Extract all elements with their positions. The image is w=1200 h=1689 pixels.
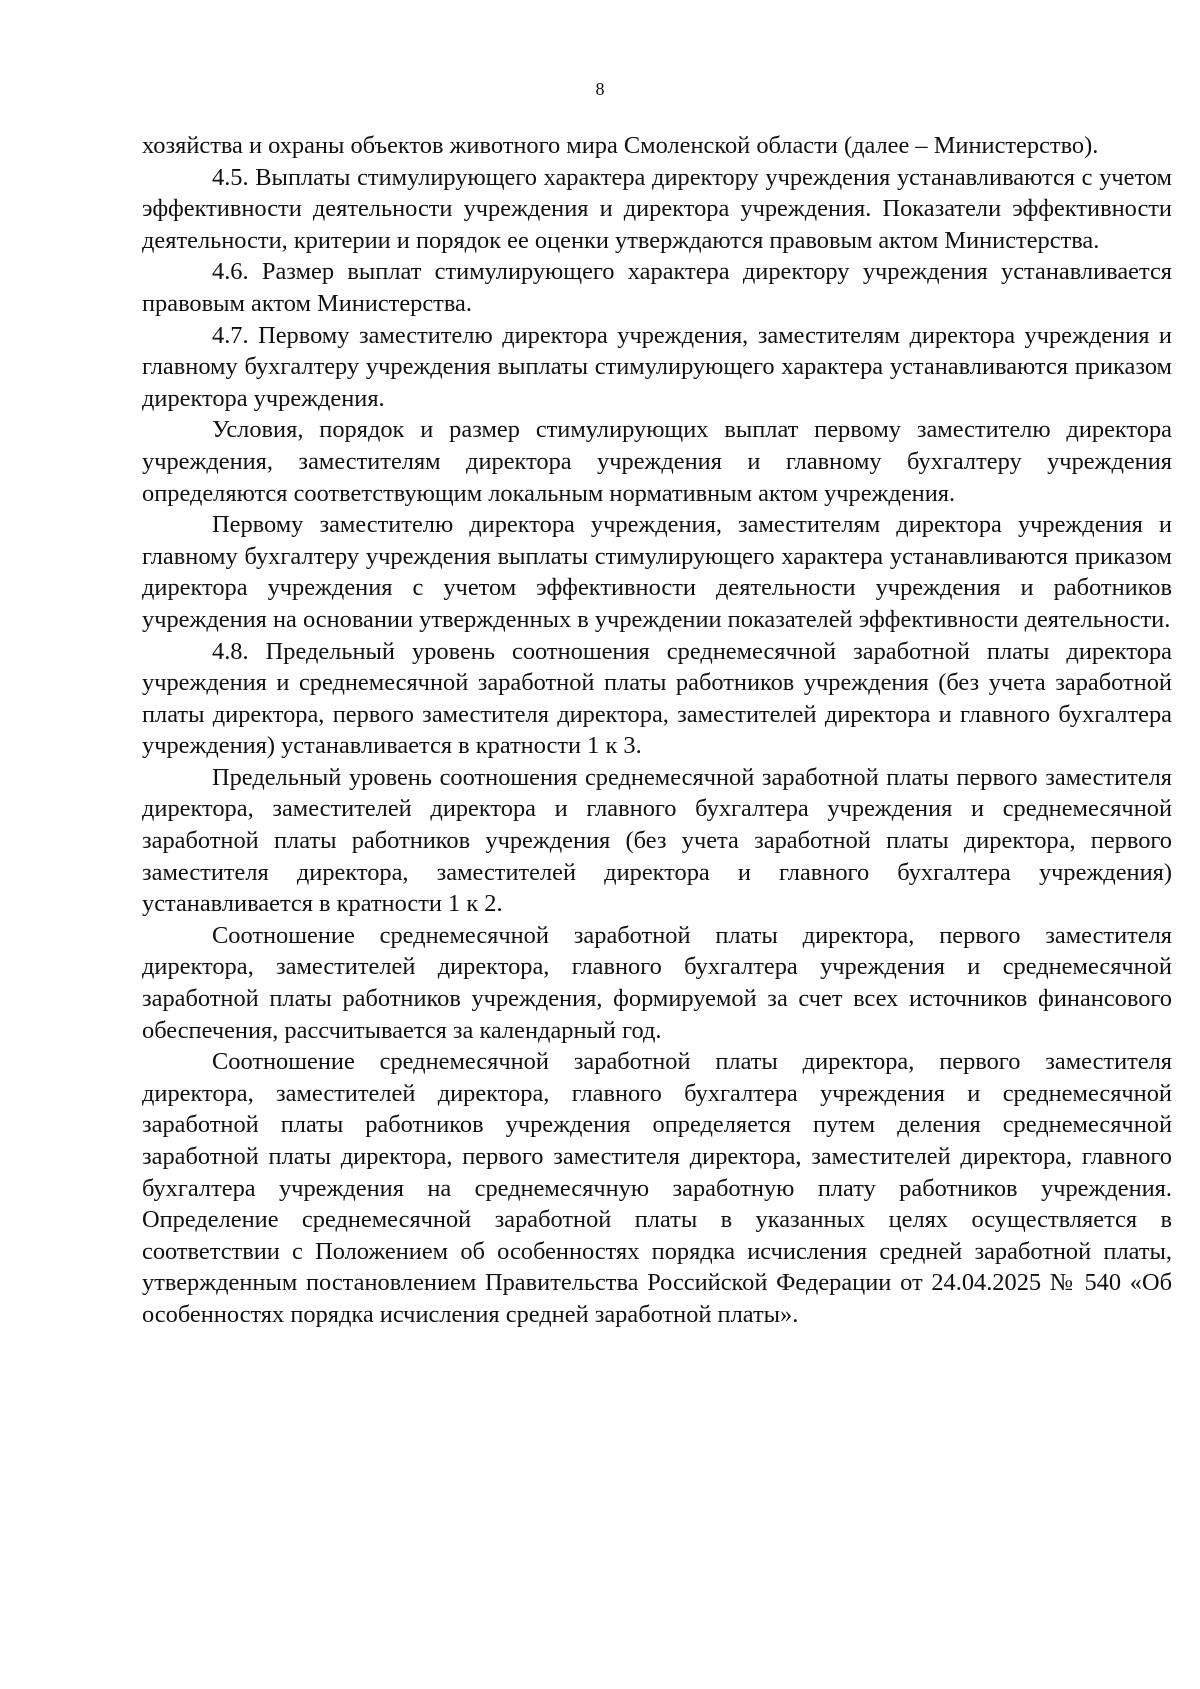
paragraph-4-5: 4.5. Выплаты стимулирующего характера директору учреждения устанавливаются с учетом эффективности деятельности учреждения и директора учреждения. Показатели эффективности деятельности, критерии и порядок ее оценки утверждаются правовым актом Министерства. xyxy=(142,163,1172,254)
paragraph-4-6: 4.6. Размер выплат стимулирующего характера директору учреждения устанавливается правовым актом Министерства. xyxy=(142,258,1172,317)
paragraph-4-7-orders: Первому заместителю директора учреждения, заместителям директора учреждения и главному бухгалтеру учреждения выплаты стимулирующего характера устанавливаются приказом директора учреждения с учетом эффективности деятельности учреждения и работников учреждения на основании утвержденных в учреждении показателей эффективности деятельности. xyxy=(142,511,1172,633)
document-body xyxy=(142,130,1172,1331)
paragraph-continuation: хозяйства и охраны объектов животного мира Смоленской области (далее – Министерство). xyxy=(142,132,1099,159)
paragraph-4-8-deputies: Предельный уровень соотношения среднемесячной заработной платы первого заместителя директора, заместителей директора и главного бухгалтера учреждения и среднемесячной заработной платы работников учреждения (без учета заработной платы директора, первого заместителя директора, заместителей директора и главного бухгалтера учреждения) устанавливается в кратности 1 к 2. xyxy=(142,763,1172,918)
paragraph-4-8-ratio: Соотношение среднемесячной заработной платы директора, первого заместителя директора, заместителей директора, главного бухгалтера учреждения и среднемесячной заработной платы работников учреждения, формируемой за счет всех источников финансового обеспечения, рассчитывается за календарный год. xyxy=(142,921,1172,1044)
paragraph-4-8-calculation: Соотношение среднемесячной заработной платы директора, первого заместителя директора, заместителей директора, главного бухгалтера учреждения и среднемесячной заработной платы работников учреждения определяется путем деления среднемесячной заработной платы директора, первого заместителя директора, заместителей директора, главного бухгалтера учреждения на среднемесячную заработную плату работников учреждения. Определение среднемесячной заработной платы в указанных целях осуществляется в соответствии с Положением об особенностях порядка исчисления средней заработной платы, утвержденным постановлением Правительства Российской Федерации от 24.04.2025 № 540 «Об особенностях порядка исчисления средней заработной платы». xyxy=(142,1048,1172,1328)
paragraph-4-8: 4.8. Предельный уровень соотношения среднемесячной заработной платы директора учреждения и среднемесячной заработной платы работников учреждения (без учета заработной платы директора, первого заместителя директора, заместителей директора и главного бухгалтера учреждения) устанавливается в кратности 1 к 3. xyxy=(142,637,1172,760)
page-number: 8 xyxy=(595,79,605,99)
paragraph-4-7-conditions: Условия, порядок и размер стимулирующих выплат первому заместителю директора учреждения, заместителям директора учреждения и главному бухгалтеру учреждения определяются соответствующим локальным нормативным актом учреждения. xyxy=(142,416,1172,507)
paragraph-4-7: 4.7. Первому заместителю директора учреждения, заместителям директора учреждения и главному бухгалтеру учреждения выплаты стимулирующего характера устанавливаются приказом директора учреждения. xyxy=(142,321,1172,412)
